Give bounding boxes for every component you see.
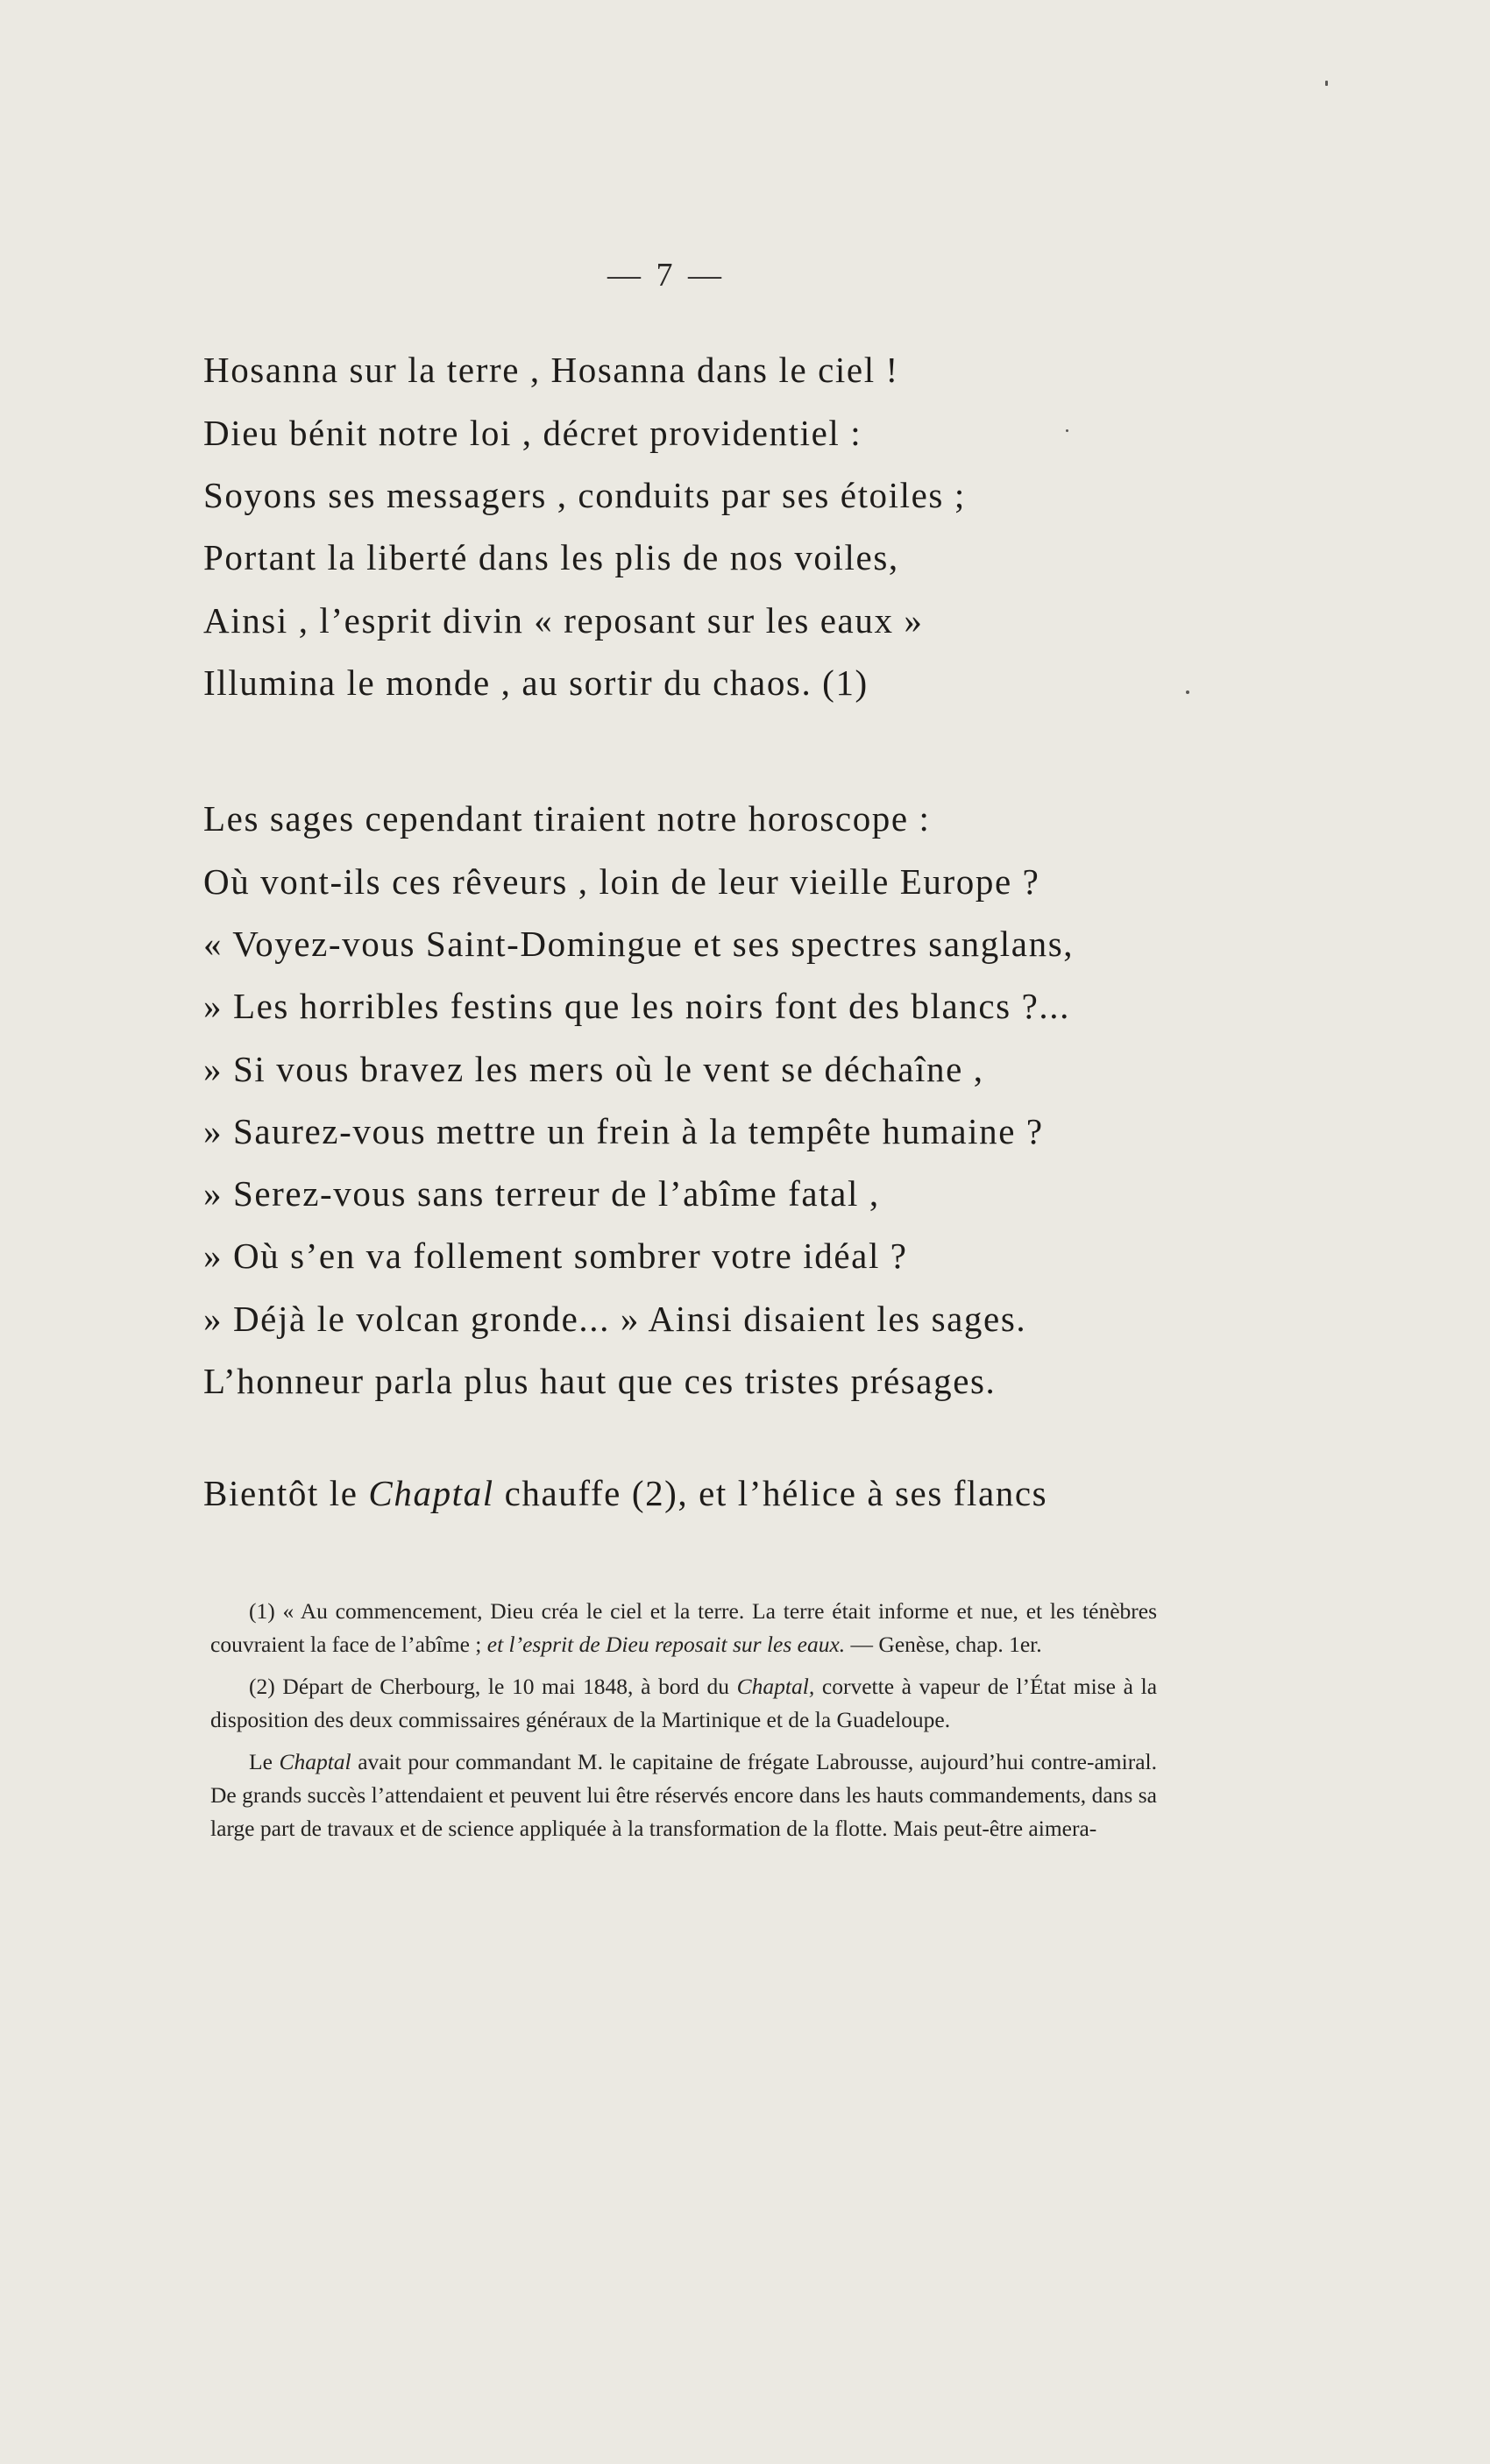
footnote-text: Départ de Cherbourg, le 10 mai 1848, à bord du [282,1674,737,1699]
verse-line: » Serez-vous sans terreur de l’abîme fatal , [203,1173,880,1214]
footnote-italic: et l’esprit de Dieu reposait sur les eaux. [486,1632,846,1657]
footnote-italic: Chaptal [279,1749,351,1774]
verse-line: Illumina le monde , au sortir du chaos. (1) [203,662,869,703]
footnote-marker: (1) [249,1598,275,1624]
verse-text: Bientôt le [203,1473,369,1513]
footnote-text: corvette à vapeur de l’État mise à la disposition des deux commissaires généraux de la Martinique et de la Guadeloupe. [210,1674,1158,1732]
paper-speck [1325,81,1328,86]
footnote-1 [210,1595,1157,1661]
footnotes [210,1595,1157,1854]
verse-line: L’honneur parla plus haut que ces tristes présages. [203,1361,997,1401]
footnote-text: « Au commencement, Dieu créa le ciel et la terre. La terre était informe et nue, et les ténèbres couvraient la face de l’abîme ; [210,1598,1157,1657]
verse-line: Les sages cependant tiraient notre horoscope : [203,798,931,839]
verse-line: » Déjà le volcan gronde... » Ainsi disaient les sages. [203,1299,1027,1339]
verse-text: chauffe (2), et l’hélice à ses flancs [493,1473,1048,1513]
verse-line: Dieu bénit notre loi , décret providentiel : [203,413,862,453]
verse-line: » Où s’en va follement sombrer votre idéal ? [203,1236,908,1276]
footnote-2 [210,1670,1157,1737]
verse-line: » Saurez-vous mettre un frein à la tempête humaine ? [203,1111,1044,1151]
verse-line: » Si vous bravez les mers où le vent se déchaîne , [203,1049,984,1089]
verse-line: Soyons ses messagers , conduits par ses étoiles ; [203,475,966,515]
ship-name: Chaptal [368,1473,494,1513]
verse-line: Hosanna sur la terre , Hosanna dans le ciel ! [203,350,899,390]
verse-line: Portant la liberté dans les plis de nos voiles, [203,537,899,577]
footnote-text: avait pour commandant M. le capitaine de frégate Labrousse, aujourd’hui contre-amiral. De grands succès l’attendaient et peuvent lui être réservés encore dans les hauts commandements, dans sa large part de travaux et de science appliquée à la transformation de la flotte. Mais peut-être aimera- [210,1749,1157,1841]
footnote-marker: (2) [249,1674,275,1699]
paper-speck [1186,690,1189,694]
footnote-text: — Genèse, chap. 1er. [845,1632,1042,1657]
footnote-text: Le [249,1749,280,1774]
verse-line [203,1472,1047,1514]
verse-line: Ainsi , l’esprit divin « reposant sur les eaux » [203,600,924,641]
footnote-italic: Chaptal, [736,1674,815,1699]
paper-speck [1066,429,1068,432]
footnote-2-continued [210,1745,1157,1845]
verse-line: « Voyez-vous Saint-Domingue et ses spectres sanglans, [203,924,1075,964]
verse-line: » Les horribles festins que les noirs font des blancs ?... [203,986,1070,1026]
verse-line: Où vont-ils ces rêveurs , loin de leur vieille Europe ? [203,861,1040,902]
page-number: — 7 — [607,257,725,294]
